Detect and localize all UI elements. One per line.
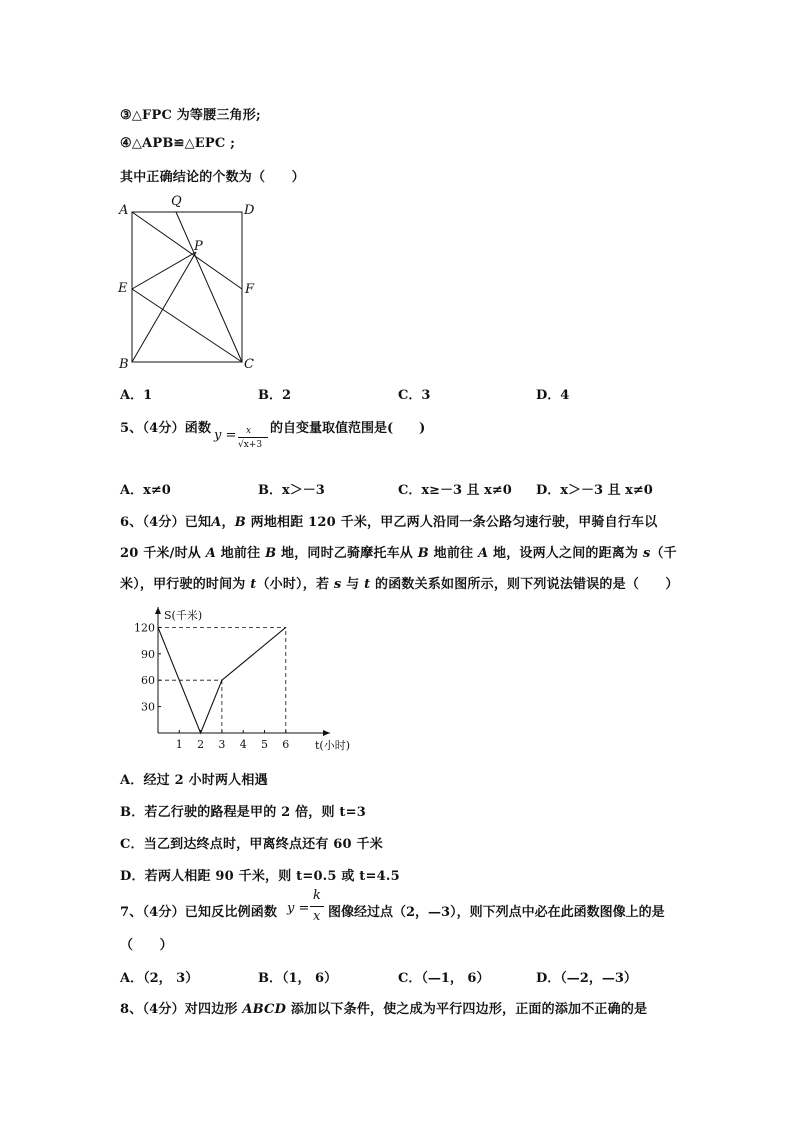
- q7-fraction-bar: [310, 906, 324, 907]
- label-f: F: [245, 282, 255, 297]
- q7-suffix: 图像经过点（2，—3），则下列点中必在此函数图像上的是: [328, 905, 665, 920]
- x-tick-label: 2: [197, 738, 205, 751]
- x-axis-label: t(小时): [315, 739, 351, 752]
- q5-option-b: B．x＞－3: [258, 483, 325, 498]
- q7-prefix: 7、（4分）已知反比例函数: [120, 905, 278, 920]
- q4-option-d: D．4: [536, 388, 570, 403]
- x-axis-arrow: [323, 730, 330, 736]
- q7-option-c: C．（—1， 6）: [398, 971, 490, 986]
- x-tick-label: 6: [282, 738, 290, 751]
- q7-formula-lhs: y =: [287, 901, 310, 916]
- q7-option-b: B．（1， 6）: [258, 971, 338, 986]
- q6-stem-line-2: 20 千米/时从 A 地前往 B 地，同时乙骑摩托车从 B 地前往 A 地，设两人之间的距离为 s（千: [120, 546, 677, 561]
- label-e: E: [118, 281, 128, 296]
- q6-option-c: C．当乙到达终点时，甲离终点还有 60 千米: [120, 837, 383, 852]
- y-axis-arrow: [155, 607, 161, 614]
- q5-formula-lhs: y =: [214, 428, 237, 443]
- q4-geometry-figure: [112, 192, 262, 372]
- label-c: C: [244, 357, 254, 372]
- q8-stem: 8、（4分）对四边形 ABCD 添加以下条件，使之成为平行四边形，正面的添加不正确的是: [120, 1002, 648, 1017]
- q6-option-d: D．若两人相距 90 千米，则 t=0.5 或 t=4.5: [120, 869, 400, 884]
- q6-distance-time-chart: [130, 602, 360, 757]
- q5-prefix: 5、（4分）函数: [120, 421, 212, 436]
- q4-option-c: C．3: [398, 388, 431, 403]
- label-a: A: [119, 203, 129, 218]
- q7-option-a: A．（2， 3）: [120, 971, 199, 986]
- q7-formula-denominator: x: [313, 909, 321, 924]
- y-tick-label: 30: [141, 700, 155, 714]
- y-tick-label: 90: [141, 647, 155, 661]
- label-p: P: [194, 239, 203, 254]
- q5-formula-denominator: √x+3: [238, 440, 263, 450]
- q4-option-b: B．2: [258, 388, 292, 403]
- q6-stem-line-3: 米），甲行驶的时间为 t（小时），若 s 与 t 的函数关系如图所示，则下列说法错误的是（ ）: [120, 577, 679, 592]
- x-tick-label: 3: [218, 738, 226, 751]
- y-tick-label: 120: [134, 621, 155, 635]
- q5-option-d: D．x＞－3 且 x≠0: [536, 483, 653, 498]
- q4-stem: 其中正确结论的个数为（ ）: [120, 170, 305, 185]
- q6-option-a: A．经过 2 小时两人相遇: [120, 773, 268, 788]
- q6-option-b: B．若乙行驶的路程是甲的 2 倍，则 t=3: [120, 805, 366, 820]
- q5-option-a: A．x≠0: [120, 483, 171, 498]
- q5-option-c: C．x≥－3 且 x≠0: [398, 483, 512, 498]
- x-tick-label: 1: [175, 738, 183, 751]
- segment-bp: [132, 252, 196, 362]
- label-b: B: [119, 357, 129, 372]
- q7-answer-paren: （ ）: [120, 938, 173, 953]
- q6-stem-line-1: 6、（4分）已知A，B 两地相距 120 千米，甲乙两人沿同一条公路匀速行驶，甲骑自行车以: [120, 515, 658, 530]
- x-tick-label: 4: [239, 738, 247, 751]
- q5-suffix: 的自变量取值范围是( ): [270, 421, 426, 436]
- x-tick-label: 5: [261, 738, 268, 751]
- segment-af: [132, 212, 242, 289]
- label-d: D: [244, 203, 255, 218]
- q5-formula-numerator: x: [246, 426, 252, 436]
- q4-item-3: ③△FPC 为等腰三角形;: [120, 108, 261, 123]
- label-q: Q: [171, 194, 182, 209]
- q7-option-d: D．（—2，—3）: [536, 971, 637, 986]
- q4-item-4: ④△APB≌△EPC ;: [120, 136, 236, 151]
- q4-option-a: A．1: [120, 388, 153, 403]
- y-axis-label: S(千米): [164, 609, 203, 622]
- q5-fraction-bar: [238, 437, 268, 438]
- rectangle-abcd: [132, 212, 242, 362]
- y-tick-label: 60: [141, 674, 155, 688]
- q7-formula-numerator: k: [313, 888, 321, 903]
- segment-ep: [132, 252, 196, 289]
